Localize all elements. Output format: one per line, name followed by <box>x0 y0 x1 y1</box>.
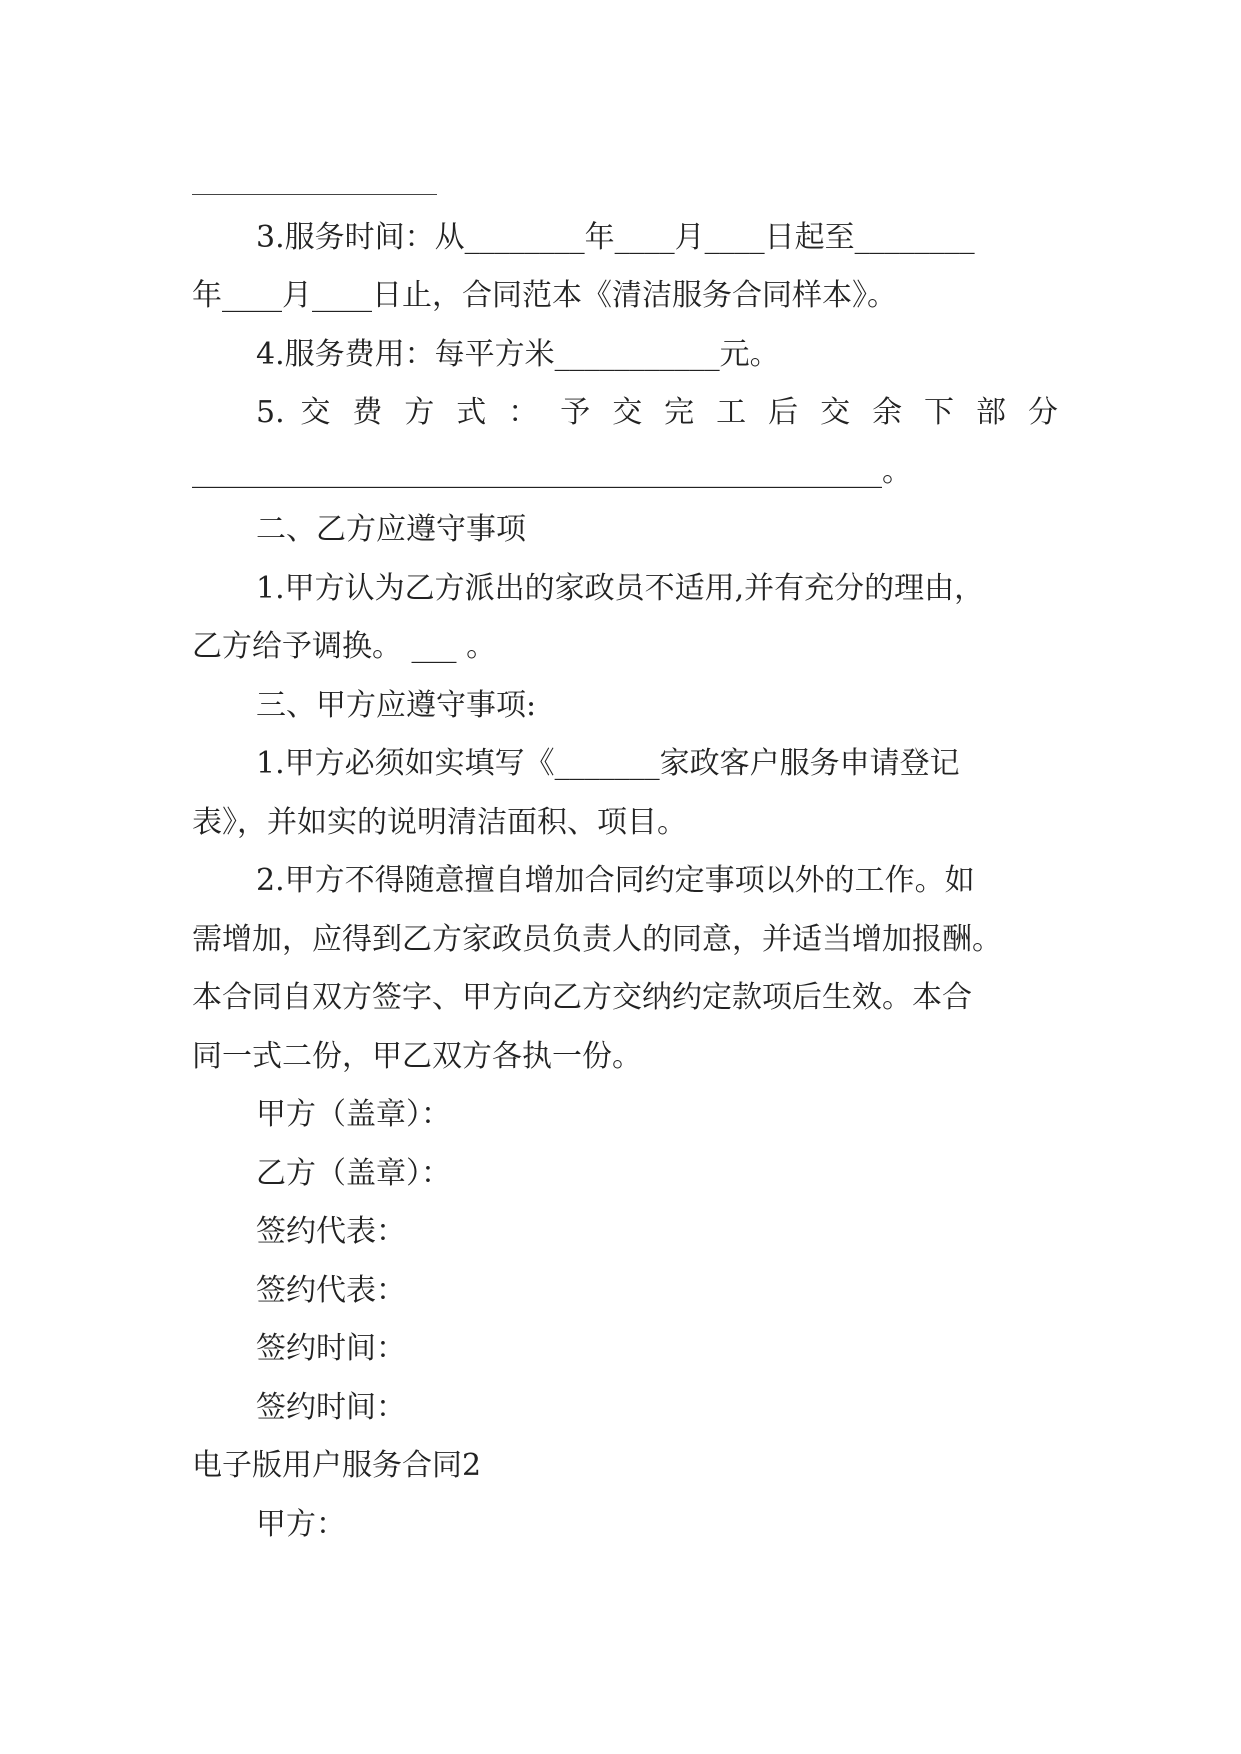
party-b-seal-label: 乙方（盖章）： <box>256 1155 451 1191</box>
payment-method-line: 5. 交 费 方 式 ： 予 交 完 工 后 交 余 下 部 分 <box>256 395 1058 430</box>
section-heading-party-b: 二、乙方应遵守事项 <box>256 512 526 547</box>
party-a-clause-1-line-1: 1.甲方必须如实填写《_______家政客户服务申请登记 <box>256 746 960 781</box>
party-b-clause-1-line-1: 1.甲方认为乙方派出的家政员不适用,并有充分的理由， <box>256 570 985 606</box>
party-a-clause-2-line-3: 本合同自双方签字、甲方向乙方交纳约定款项后生效。本合 <box>192 980 972 1015</box>
service-fee-line: 4.服务费用：每平方米___________元。 <box>256 336 780 372</box>
section-heading-party-a: 三、甲方应遵守事项: <box>256 687 537 723</box>
service-time-end-line: 年____月____日止，合同范本《清洁服务合同样本》。 <box>192 278 897 313</box>
service-time-line: 3.服务时间：从________年____月____日起至________ <box>256 219 975 255</box>
document-page <box>192 150 1058 1554</box>
party-a-clause-2-line-4: 同一式二份，甲乙双方各执一份。 <box>192 1038 642 1074</box>
signing-representative-label-2: 签约代表： <box>256 1272 406 1308</box>
next-contract-title: 电子版用户服务合同2 <box>192 1448 482 1483</box>
party-a-seal-label: 甲方（盖章）： <box>256 1097 451 1132</box>
party-a-label: 甲方： <box>256 1506 346 1542</box>
party-a-clause-1-line-2: 表》，并如实的说明清洁面积、项目。 <box>192 804 687 840</box>
party-a-clause-2-line-1: 2.甲方不得随意擅自增加合同约定事项以外的工作。如 <box>256 863 975 898</box>
top-blank-rule <box>192 150 1058 209</box>
signing-time-label-2: 签约时间： <box>256 1389 406 1425</box>
party-b-clause-1-line-2: 乙方给予调换。 ___ 。 <box>192 629 497 664</box>
signing-time-label-1: 签约时间： <box>256 1331 406 1366</box>
signing-representative-label-1: 签约代表： <box>256 1214 406 1249</box>
payment-blank-line: ______________________________________________。 <box>192 453 912 489</box>
party-a-clause-2-line-2: 需增加，应得到乙方家政员负责人的同意，并适当增加报酬。 <box>192 921 1002 957</box>
